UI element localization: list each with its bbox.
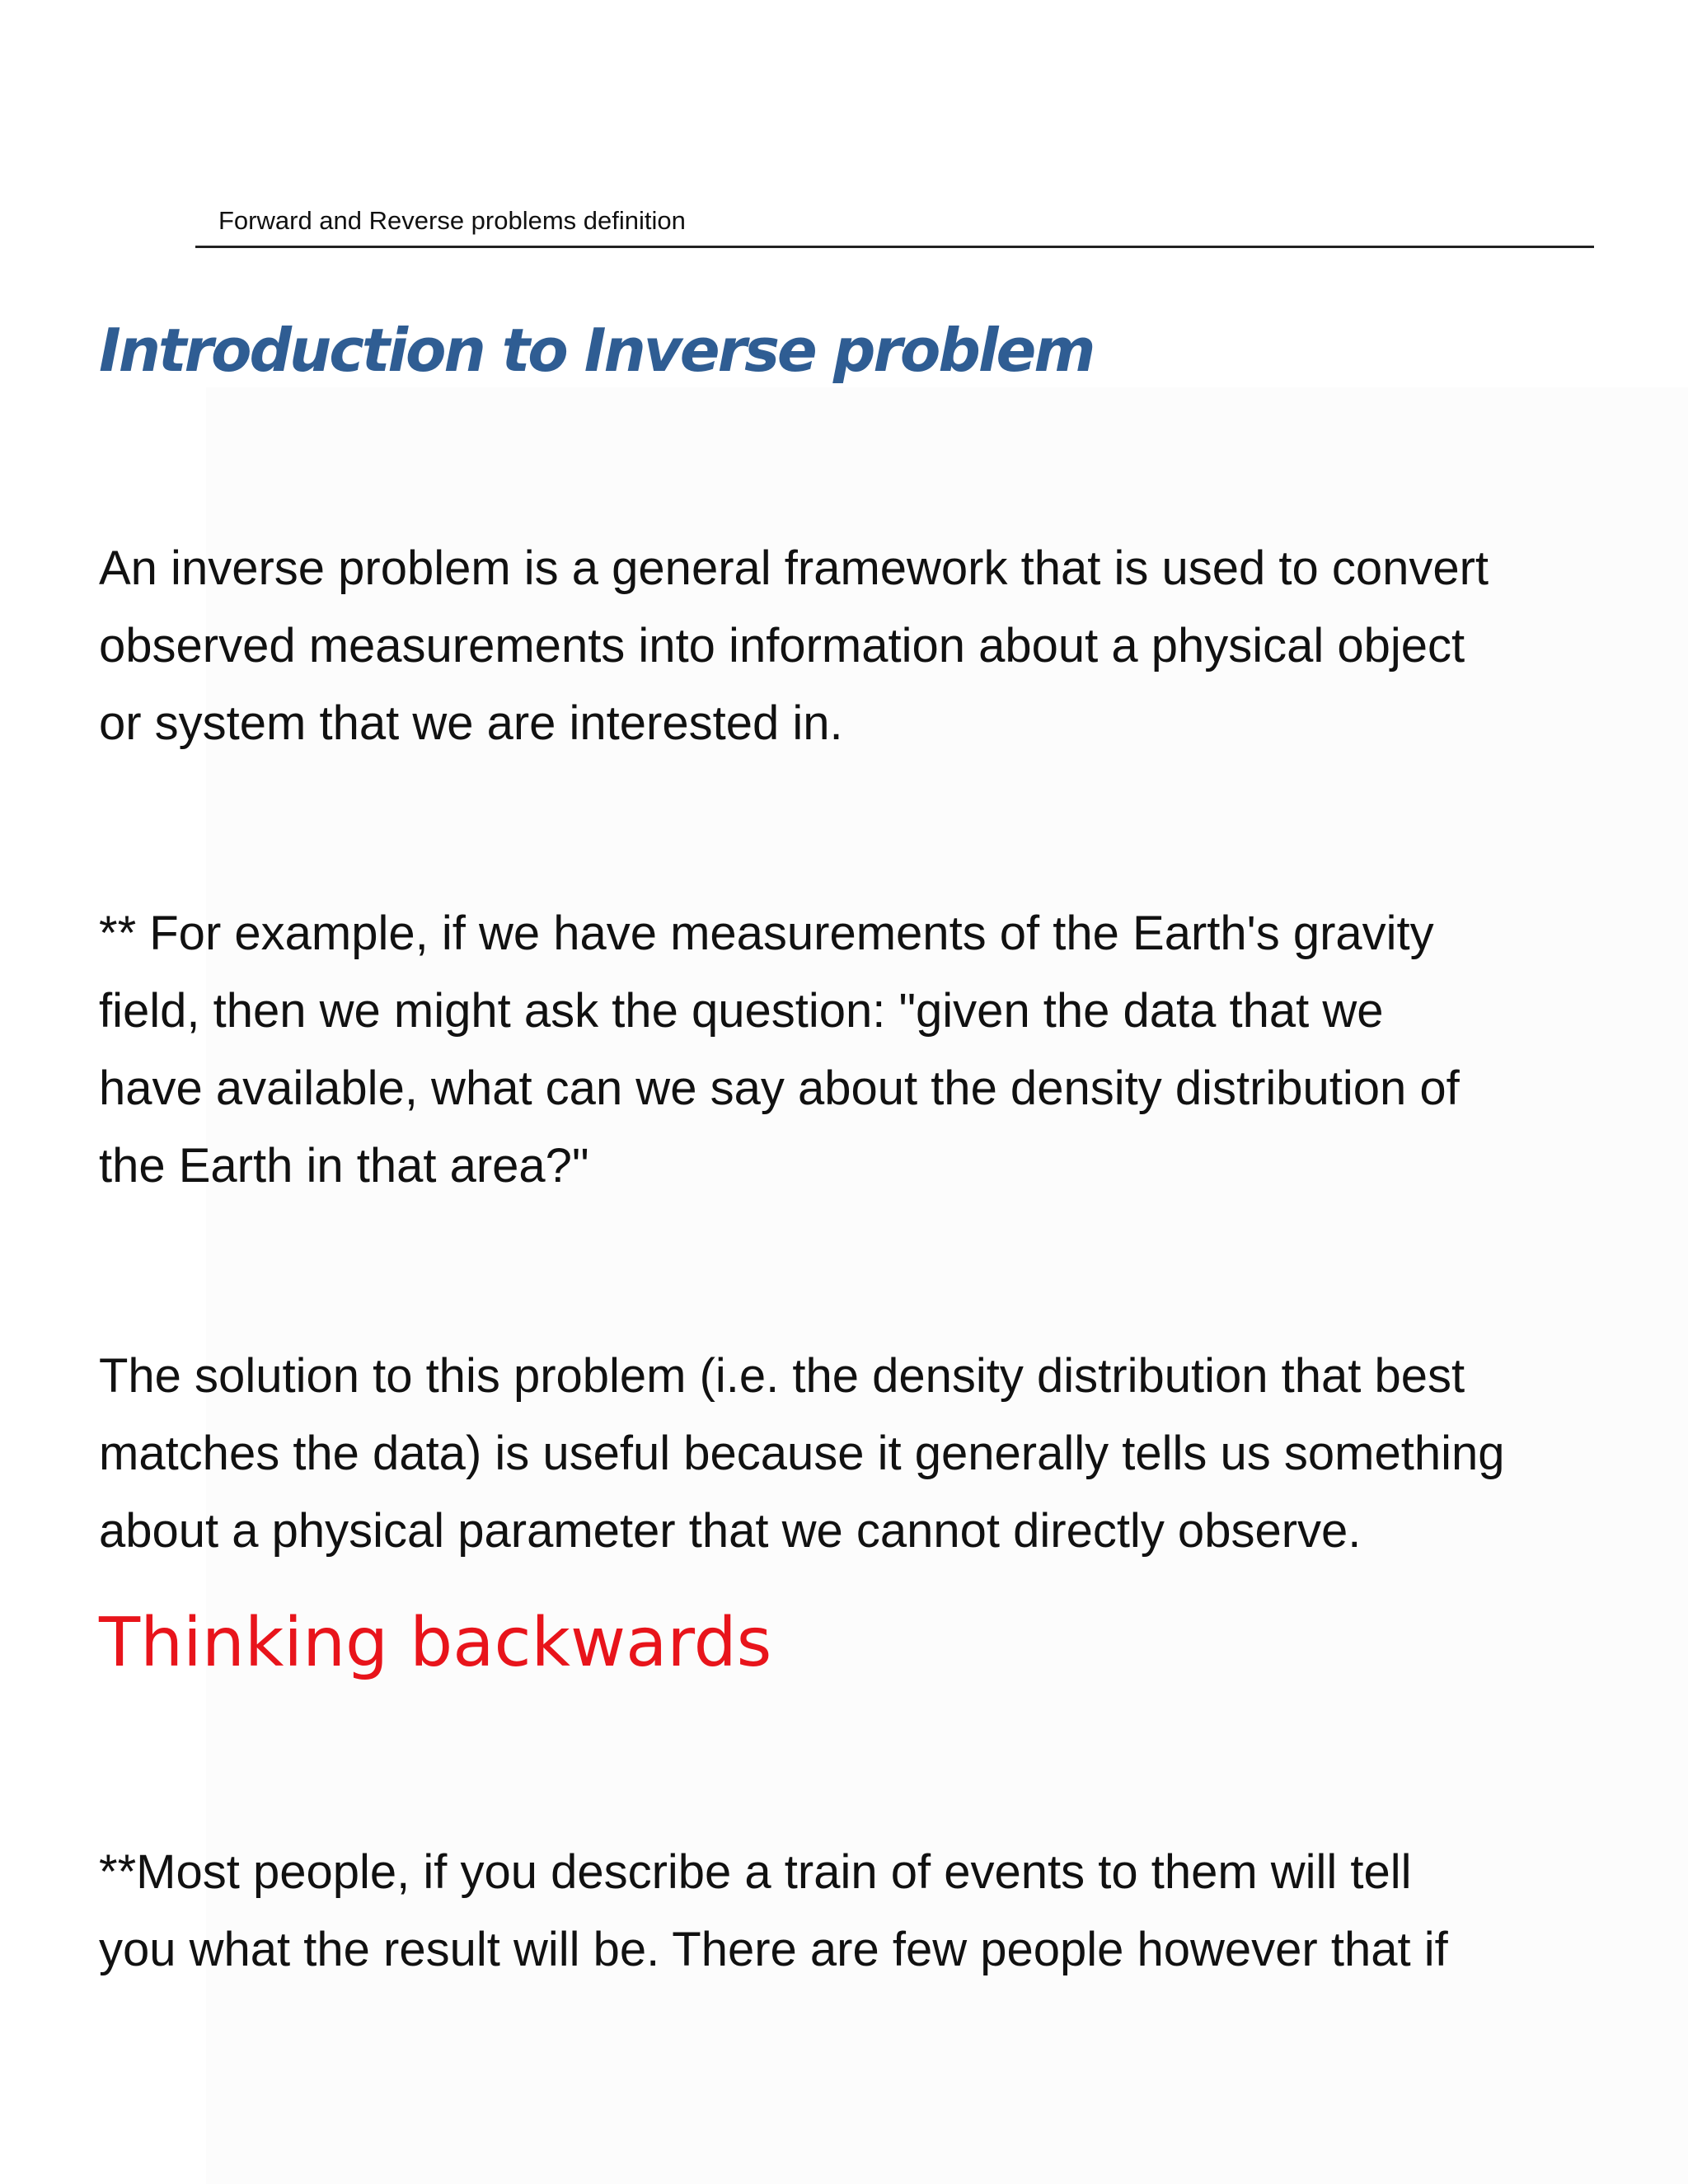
paragraph-thinking-backwards: **Most people, if you describe a train of events to them will tell you what the result will be. There are few people however that if (99, 1845, 1448, 1976)
paragraph-example: ** For example, if we have measurements of the Earth's gravity field, then we might ask the question: "given the data that we have available, what can we say about the density distribution of the Earth in that area?" (99, 907, 1460, 1193)
paragraph-solution: The solution to this problem (i.e. the density distribution that best matches the data) is useful because it generally tells us something about a physical parameter that we cannot directly observe. (99, 1349, 1505, 1558)
header-divider (195, 246, 1594, 248)
paragraph-definition: An inverse problem is a general framework that is used to convert observed measurements into information about a physical object or system that we are interested in. (99, 541, 1489, 750)
running-header: Forward and Reverse problems definition (218, 206, 686, 235)
section-heading: Thinking backwards (99, 1604, 772, 1682)
document-title: Introduction to Inverse problem (99, 316, 1094, 385)
